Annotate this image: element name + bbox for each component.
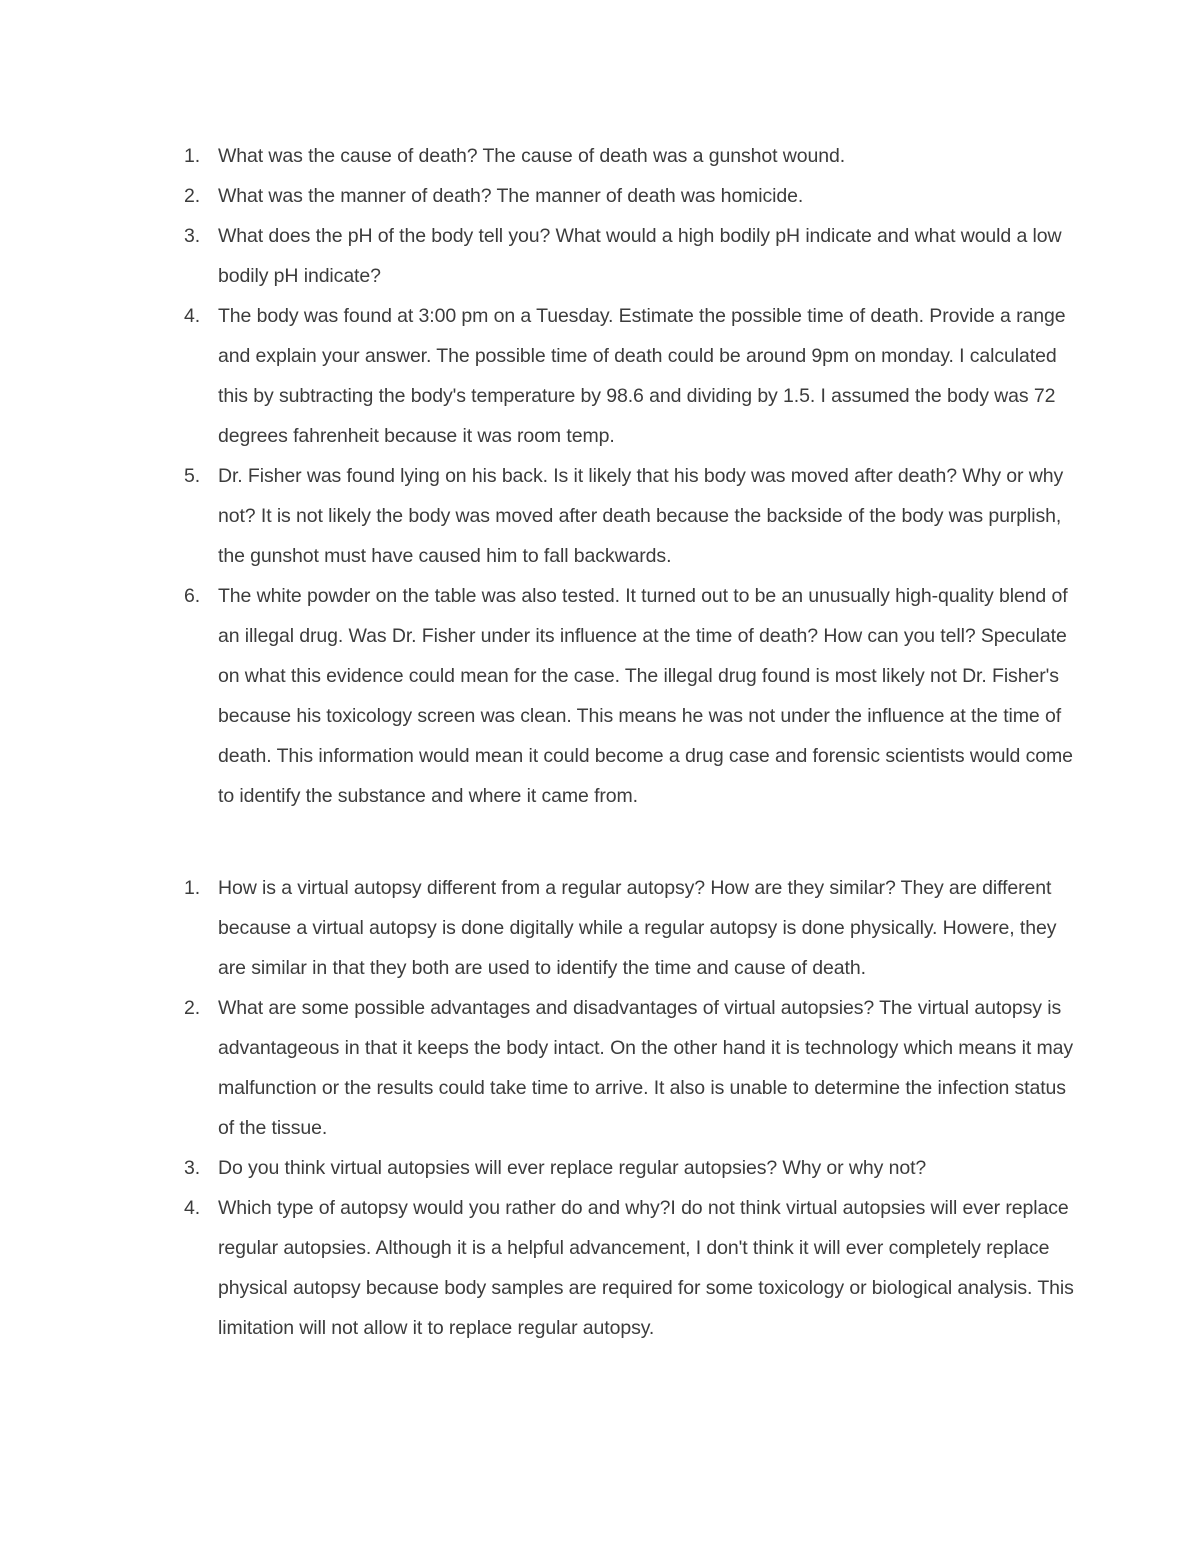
item-number: 4.	[184, 1197, 201, 1219]
item-text: What was the manner of death? The manner of death was homicide.	[218, 185, 804, 207]
item-text: The white powder on the table was also tested. It turned out to be an unusually high-quality blend of an illegal drug. Was Dr. Fisher under its influence at the time of death? How can you tell? Speculate on what this evidence could mean for the case. The illegal drug found is most likely not Dr. Fisher's because his toxicology screen was clean. This means he was not under the influence at the time of death. This information would mean it could become a drug case and forensic scientists would come to identify the substance and where it came from.	[218, 585, 1073, 807]
item-text: Do you think virtual autopsies will ever replace regular autopsies? Why or why not?	[218, 1157, 927, 1179]
list-item	[180, 136, 1080, 176]
item-number: 6.	[184, 585, 201, 607]
item-text: Dr. Fisher was found lying on his back. Is it likely that his body was moved after death? Why or why not? It is not likely the body was moved after death because the backside of the body was purplish, the gunshot must have caused him to fall backwards.	[218, 465, 1064, 567]
question-list-crime-scene	[180, 136, 1080, 816]
item-number: 4.	[184, 305, 201, 327]
item-number: 3.	[184, 225, 201, 247]
item-text: How is a virtual autopsy different from a regular autopsy? How are they similar? They are different because a virtual autopsy is done digitally while a regular autopsy is done physically. Howere, they are similar in that they both are used to identify the time and cause of death.	[218, 877, 1057, 979]
item-text: What does the pH of the body tell you? What would a high bodily pH indicate and what would a low bodily pH indicate?	[218, 225, 1062, 287]
item-number: 2.	[184, 997, 201, 1019]
list-item	[180, 216, 1080, 296]
item-number: 1.	[184, 877, 201, 899]
item-number: 3.	[184, 1157, 201, 1179]
list-item	[180, 1148, 1080, 1188]
question-list-virtual-autopsy	[180, 868, 1080, 1348]
list-item	[180, 176, 1080, 216]
list-item	[180, 296, 1080, 456]
list-item	[180, 988, 1080, 1148]
item-text: The body was found at 3:00 pm on a Tuesday. Estimate the possible time of death. Provide a range and explain your answer. The possible time of death could be around 9pm on monday. I calculated this by subtracting the body's temperature by 98.6 and dividing by 1.5. I assumed the body was 72 degrees fahrenheit because it was room temp.	[218, 305, 1066, 447]
item-text: What are some possible advantages and disadvantages of virtual autopsies? The virtual autopsy is advantageous in that it keeps the body intact. On the other hand it is technology which means it may malfunction or the results could take time to arrive. It also is unable to determine the infection status of the tissue.	[218, 997, 1074, 1139]
item-text: Which type of autopsy would you rather do and why?I do not think virtual autopsies will ever replace regular autopsies. Although it is a helpful advancement, I don't think it will ever completely replace physical autopsy because body samples are required for some toxicology or biological analysis. This limitation will not allow it to replace regular autopsy.	[218, 1197, 1074, 1339]
list-item	[180, 868, 1080, 988]
item-number: 1.	[184, 145, 201, 167]
list-item	[180, 1188, 1080, 1348]
item-text: What was the cause of death? The cause of death was a gunshot wound.	[218, 145, 846, 167]
item-number: 2.	[184, 185, 201, 207]
list-item	[180, 576, 1080, 816]
list-item	[180, 456, 1080, 576]
item-number: 5.	[184, 465, 201, 487]
